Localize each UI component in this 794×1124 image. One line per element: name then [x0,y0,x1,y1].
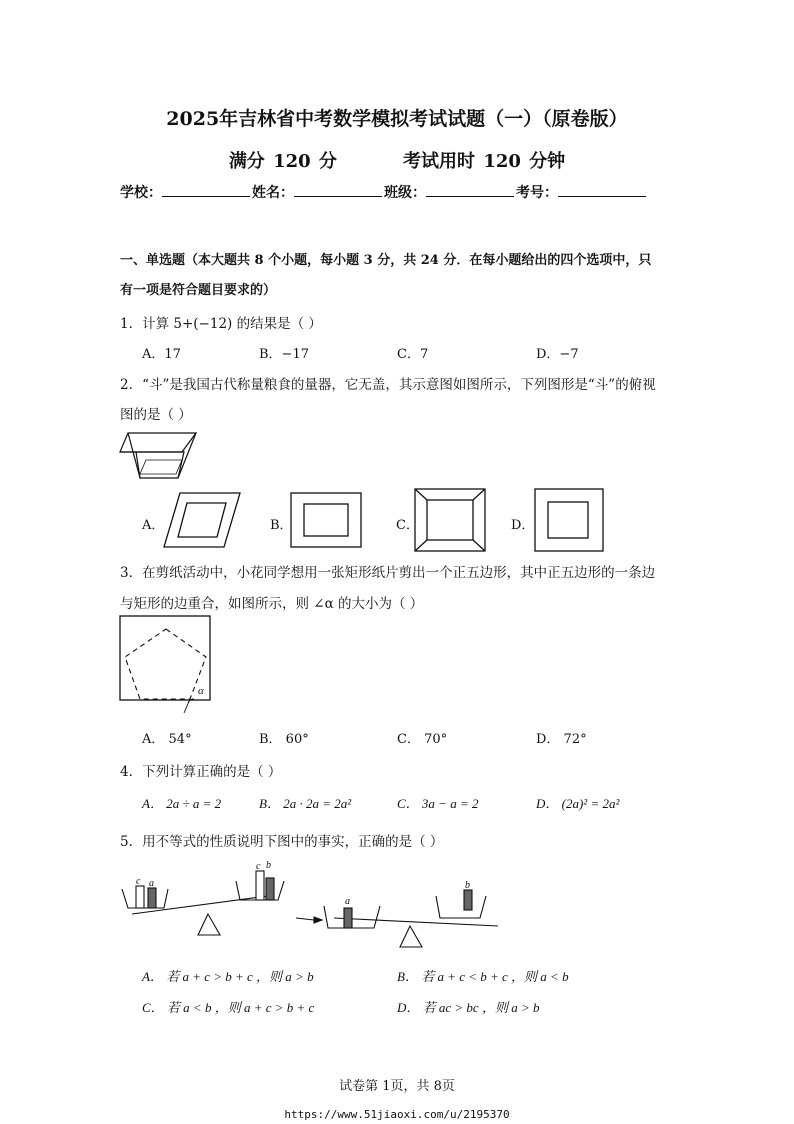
q3-option-c: C． 70° [397,732,448,747]
q5-option-c: C． 若 a < b ，则 a + c > b + c [142,1000,315,1015]
q2-label-c: C． [396,518,419,533]
q2-label-d: D． [511,518,535,533]
q2-option-b-figure [290,492,362,548]
q2-label-b: B． [270,518,293,533]
dou-vessel-figure [118,430,198,486]
class-label: 班级： [384,185,426,201]
q1-option-c: C．7 [397,347,429,362]
q4-option-d: D． (2a)² = 2a² [536,796,620,811]
q1-option-d: D．−7 [536,347,579,362]
question-3-line2: 与矩形的边重合，如图所示，则 ∠α 的大小为（ ） [120,596,424,612]
q4-option-b: B． 2a · 2a = 2a² [259,796,352,811]
weight-label-b-after: b [465,880,470,891]
name-label: 姓名： [252,185,294,201]
question-2-line2: 图的是（ ） [120,407,192,423]
exam-title: 2025年吉林省中考数学模拟考试试题（一）（原卷版） [166,108,628,130]
question-3-line1: 3．在剪纸活动中，小花同学想用一张矩形纸片剪出一个正五边形，其中正五边形的一条边 [120,565,656,581]
question-2-line1: 2．“斗”是我国古代称量粮食的量器，它无盖，其示意图如图所示，下列图形是“斗”的俯视 [120,377,656,393]
q4-option-a: A． 2a ÷ a = 2 [142,796,222,811]
alpha-label: α [198,685,204,697]
q3-option-b: B． 60° [259,732,309,747]
exam-number-label: 考号： [516,185,558,201]
section-heading-line1: 一、单选题（本大题共 8 个小题，每小题 3 分，共 24 分．在每小题给出的四个选项中，只 [120,253,652,268]
weight-label-a-after: a [345,896,350,907]
weight-label-a-left: a [149,878,154,889]
q2-option-c-figure [414,488,486,552]
question-1: 1．计算 5+(−12) 的结果是（ ） [120,316,322,332]
question-4: 4．下列计算正确的是（ ） [120,764,282,780]
q4-option-c: C． 3a − a = 2 [397,796,479,811]
section-heading-line2: 有一项是符合题目要求的） [120,283,277,298]
balance-scale-figure [118,856,498,944]
school-label: 学校： [120,185,162,201]
name-blank[interactable] [294,182,382,197]
q5-option-d: D． 若 ac > bc ，则 a > b [397,1000,540,1015]
q5-option-b: B． 若 a + c < b + c ，则 a < b [397,969,569,984]
pentagon-rectangle-figure [118,615,214,719]
class-blank[interactable] [426,182,514,197]
weight-label-b-right: b [266,860,271,871]
source-url[interactable]: https://www.51jiaoxi.com/u/2195370 [284,1108,510,1121]
exam-number-blank[interactable] [558,182,646,197]
school-blank[interactable] [162,182,250,197]
question-5: 5．用不等式的性质说明下图中的事实，正确的是（ ） [120,834,444,850]
q3-option-a: A． 54° [142,732,192,747]
weight-label-c-left: c [136,876,141,887]
student-info-row [120,182,648,202]
exam-subtitle: 满分 120 分 考试用时 120 分钟 [228,151,566,172]
q1-option-b: B．−17 [259,347,309,362]
q3-option-d: D． 72° [536,732,587,747]
q5-option-a: A． 若 a + c > b + c ，则 a > b [142,969,314,984]
q2-label-a: A． [142,518,165,533]
q2-option-d-figure [534,488,604,552]
q2-option-a-figure [164,492,242,548]
weight-label-c-right: c [256,861,261,872]
q1-option-a: A．17 [142,347,181,362]
page-footer: 试卷第 1页，共 8页 [339,1079,455,1094]
